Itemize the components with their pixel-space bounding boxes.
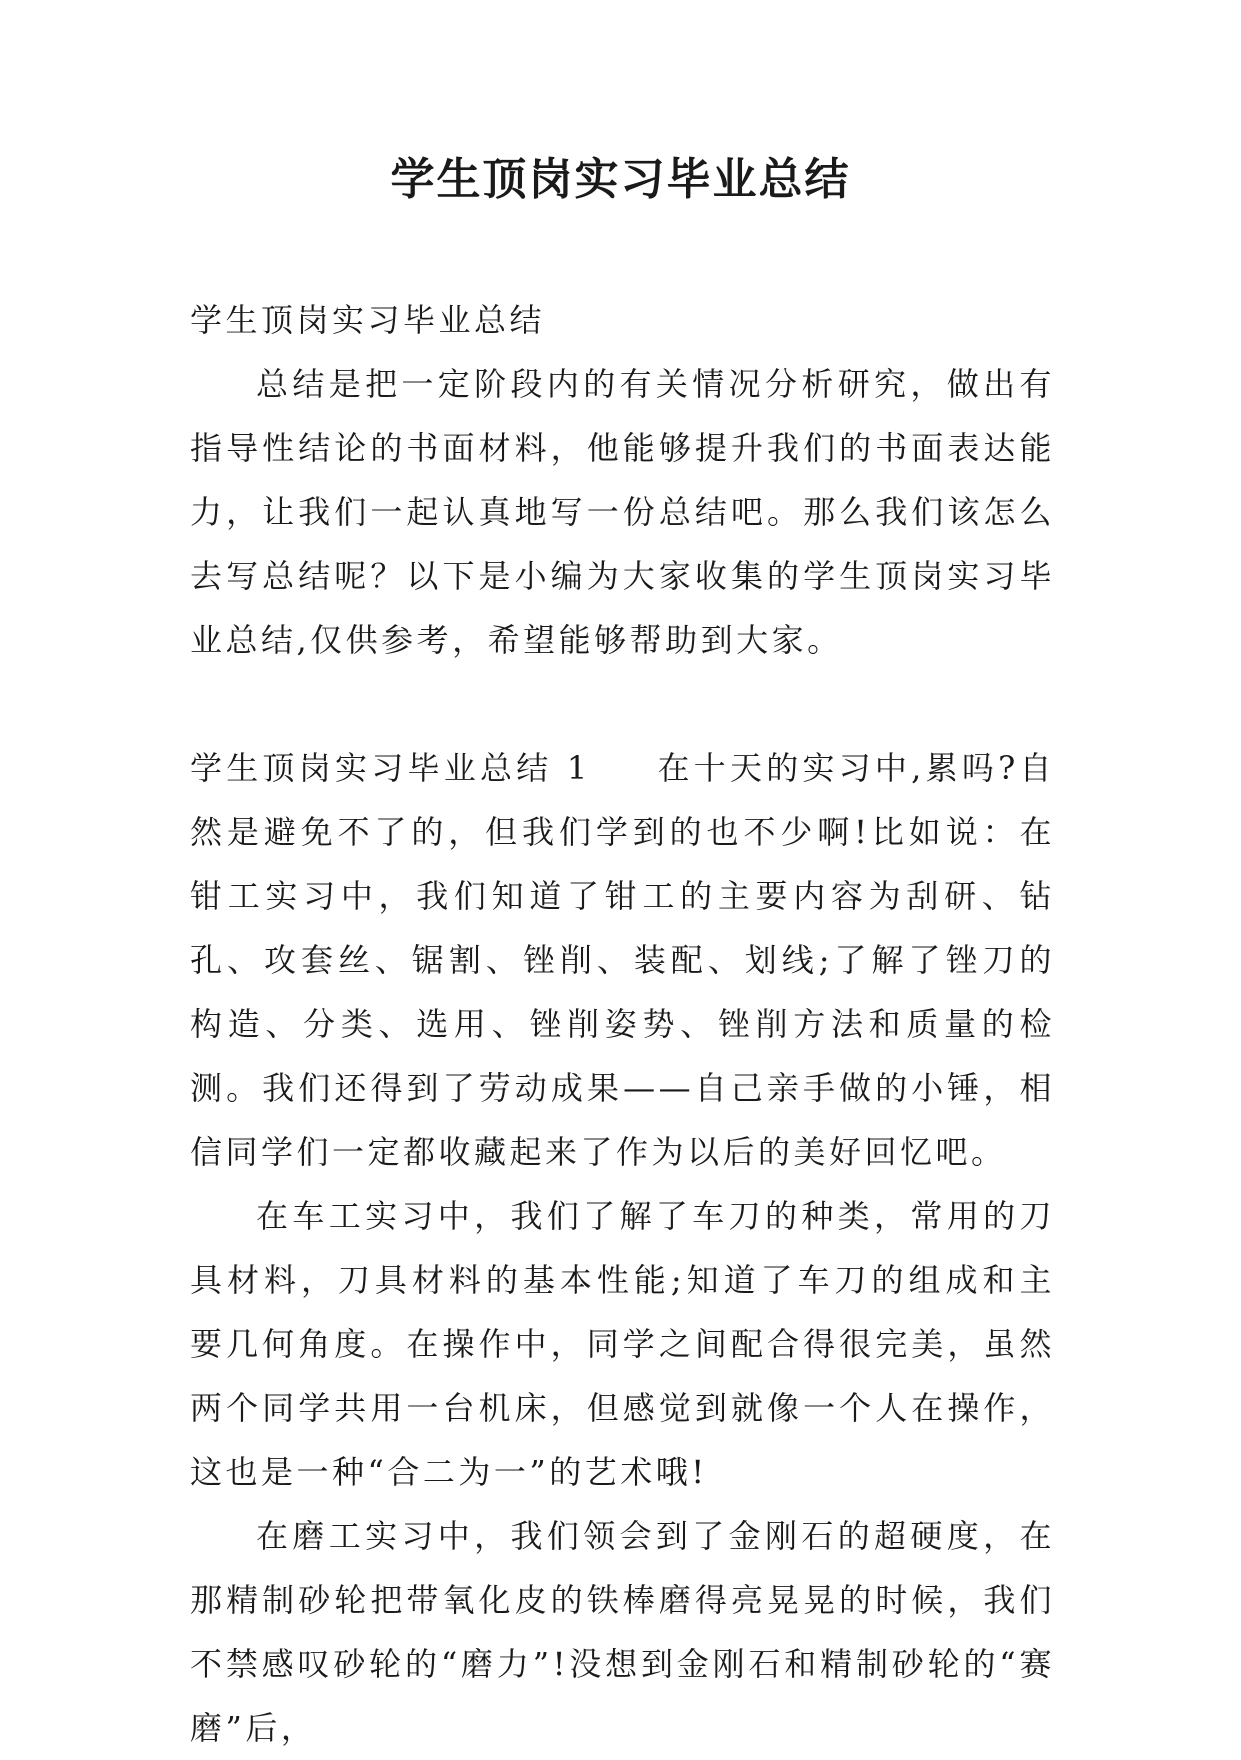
document-title: 学生顶岗实习毕业总结 — [390, 154, 851, 205]
document-body — [190, 288, 1055, 1760]
section-1-heading: 学生顶岗实习毕业总结 1 — [190, 749, 591, 787]
intro-paragraph: 总结是把一定阶段内的有关情况分析研究，做出有指导性结论的书面材料，他能够提升我们的书面表达能力，让我们一起认真地写一份总结吧。那么我们该怎么去写总结呢？以下是小编为大家收集的学生顶岗实习毕业总结,仅供参考，希望能够帮助到大家。 — [190, 365, 1055, 659]
section-1-first-paragraph — [190, 736, 1055, 1184]
paragraph-spacer — [190, 672, 1055, 736]
document-subtitle: 学生顶岗实习毕业总结 — [190, 301, 546, 339]
section-1-paragraph-2: 在车工实习中，我们了解了车刀的种类，常用的刀具材料，刀具材料的基本性能;知道了车刀的组成和主要几何角度。在操作中，同学之间配合得很完美，虽然两个同学共用一台机床，但感觉到就像一个人在操作，这也是一种“合二为一”的艺术哦! — [190, 1197, 1055, 1491]
section-1-paragraph-3: 在磨工实习中，我们领会到了金刚石的超硬度，在那精制砂轮把带氧化皮的铁棒磨得亮晃晃的时候，我们不禁感叹砂轮的“磨力”!没想到金刚石和精制砂轮的“赛磨”后， — [190, 1517, 1055, 1747]
section-1-paragraph-1: 在十天的实习中,累吗?自然是避免不了的，但我们学到的也不少啊!比如说：在钳工实习中，我们知道了钳工的主要内容为刮研、钻孔、攻套丝、锯割、锉削、装配、划线;了解了锉刀的构造、分类、选用、锉削姿势、锉削方法和质量的检测。我们还得到了劳动成果——自己亲手做的小锤，相信同学们一定都收藏起来了作为以后的美好回忆吧。 — [190, 749, 1055, 1171]
